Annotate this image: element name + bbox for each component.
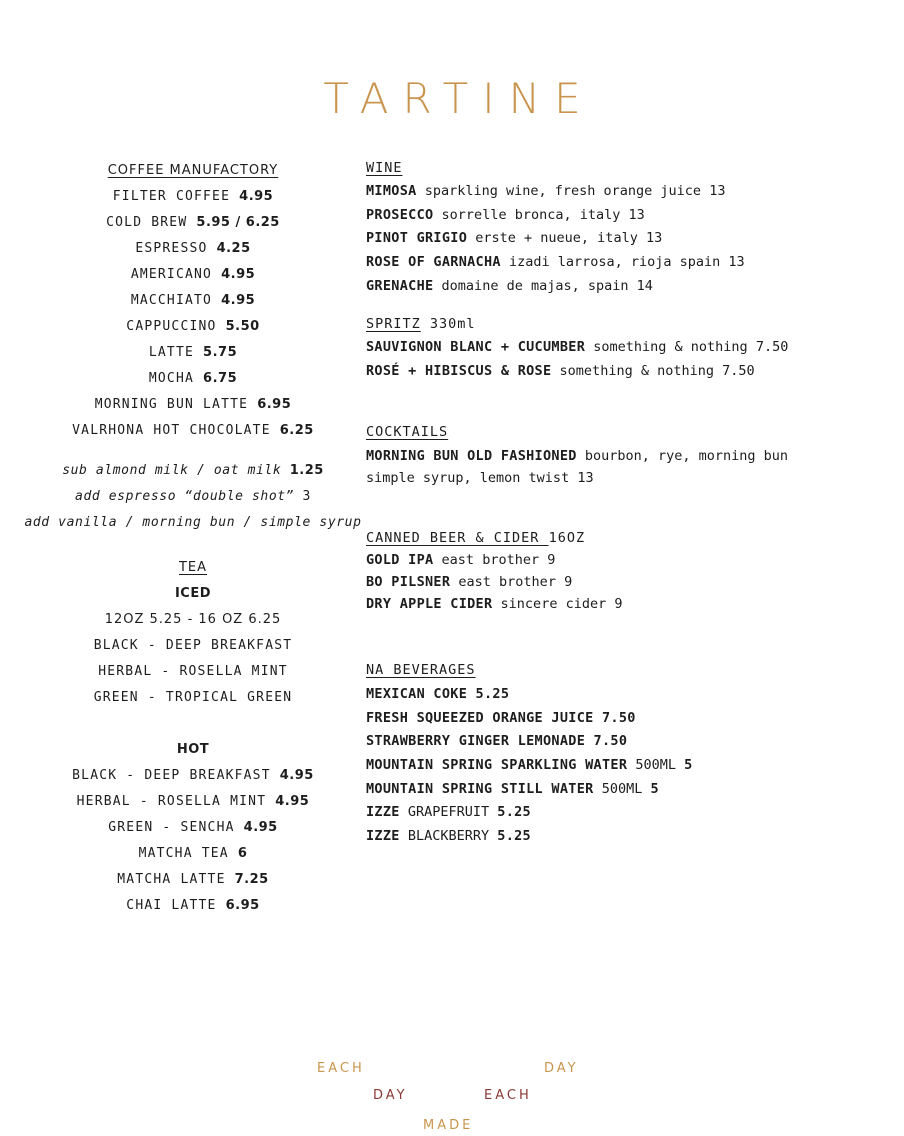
footer-word-each: EACH	[484, 1088, 532, 1103]
page-title: TARTINE	[323, 74, 595, 123]
coffee-item: COLD BREW 5.95 / 6.25	[106, 215, 280, 230]
na-item: IZZE GRAPEFRUIT 5.25	[366, 804, 531, 820]
coffee-addon: add vanilla / morning bun / simple syrup	[24, 515, 362, 530]
beer-item: BO PILSNER east brother 9	[366, 574, 573, 590]
cocktails-heading: COCKTAILS	[366, 424, 449, 440]
beer-heading: CANNED BEER & CIDER 16OZ	[366, 530, 586, 546]
beer-item: DRY APPLE CIDER sincere cider 9	[366, 596, 623, 612]
coffee-item: AMERICANO 4.95	[130, 267, 256, 282]
tea-iced-label: ICED	[174, 586, 212, 601]
na-heading: NA BEVERAGES	[366, 662, 476, 678]
coffee-addon: add espresso “double shot” 3	[75, 489, 311, 504]
tea-hot-item: GREEN - SENCHA 4.95	[108, 820, 278, 835]
coffee-item: ESPRESSO 4.25	[135, 241, 251, 256]
tea-iced-item: HERBAL - ROSELLA MINT	[98, 664, 288, 679]
tea-iced-sizes: 12OZ 5.25 - 16 OZ 6.25	[104, 612, 282, 627]
tea-hot-item: BLACK - DEEP BREAKFAST 4.95	[72, 768, 314, 783]
na-item: STRAWBERRY GINGER LEMONADE 7.50	[366, 733, 628, 749]
tea-heading: TEA	[178, 560, 208, 575]
coffee-addon: sub almond milk / oat milk 1.25	[62, 463, 324, 478]
spritz-item: ROSÉ + HIBISCUS & ROSE something & nothing 7.50	[366, 363, 755, 379]
tea-hot-item: CHAI LATTE 6.95	[126, 898, 260, 913]
tea-hot-item: MATCHA LATTE 7.25	[117, 872, 269, 887]
footer-word-day: DAY	[373, 1088, 408, 1103]
coffee-item: VALRHONA HOT CHOCOLATE 6.25	[72, 423, 314, 438]
na-item: MOUNTAIN SPRING SPARKLING WATER 500ML 5	[366, 757, 693, 773]
footer-word-made: MADE	[423, 1118, 474, 1133]
na-item: MEXICAN COKE 5.25	[366, 686, 510, 702]
wine-item: PINOT GRIGIO erste + nueue, italy 13	[366, 230, 663, 246]
tea-iced-item: GREEN - TROPICAL GREEN	[93, 690, 293, 705]
wine-item: MIMOSA sparkling wine, fresh orange juice 13	[366, 183, 726, 199]
tea-iced-item: BLACK - DEEP BREAKFAST	[93, 638, 293, 653]
spritz-heading: SPRITZ 330ml	[366, 316, 476, 332]
na-item: FRESH SQUEEZED ORANGE JUICE 7.50	[366, 710, 636, 726]
cocktail-item-cont: simple syrup, lemon twist 13	[366, 470, 594, 486]
coffee-heading: COFFEE MANUFACTORY	[107, 163, 279, 178]
tea-hot-item: HERBAL - ROSELLA MINT 4.95	[76, 794, 310, 809]
na-item: MOUNTAIN SPRING STILL WATER 500ML 5	[366, 781, 659, 797]
wine-item: PROSECCO sorrelle bronca, italy 13	[366, 207, 645, 223]
spritz-item: SAUVIGNON BLANC + CUCUMBER something & nothing 7.50	[366, 339, 789, 355]
wine-item: ROSE OF GARNACHA izadi larrosa, rioja spain 13	[366, 254, 745, 270]
coffee-item: CAPPUCCINO 5.50	[126, 319, 260, 334]
tea-hot-item: MATCHA TEA 6	[138, 846, 248, 861]
tea-hot-label: HOT	[176, 742, 210, 757]
coffee-item: MORNING BUN LATTE 6.95	[94, 397, 292, 412]
coffee-item: FILTER COFFEE 4.95	[112, 189, 274, 204]
na-item: IZZE BLACKBERRY 5.25	[366, 828, 531, 844]
wine-heading: WINE	[366, 160, 403, 176]
cocktail-item: MORNING BUN OLD FASHIONED bourbon, rye, morning bun	[366, 448, 789, 464]
footer-word-each: EACH	[317, 1061, 365, 1076]
footer-word-day: DAY	[544, 1061, 579, 1076]
beer-item: GOLD IPA east brother 9	[366, 552, 556, 568]
wine-item: GRENACHE domaine de majas, spain 14	[366, 278, 653, 294]
coffee-item: MOCHA 6.75	[148, 371, 238, 386]
coffee-item: LATTE 5.75	[148, 345, 238, 360]
coffee-item: MACCHIATO 4.95	[130, 293, 256, 308]
